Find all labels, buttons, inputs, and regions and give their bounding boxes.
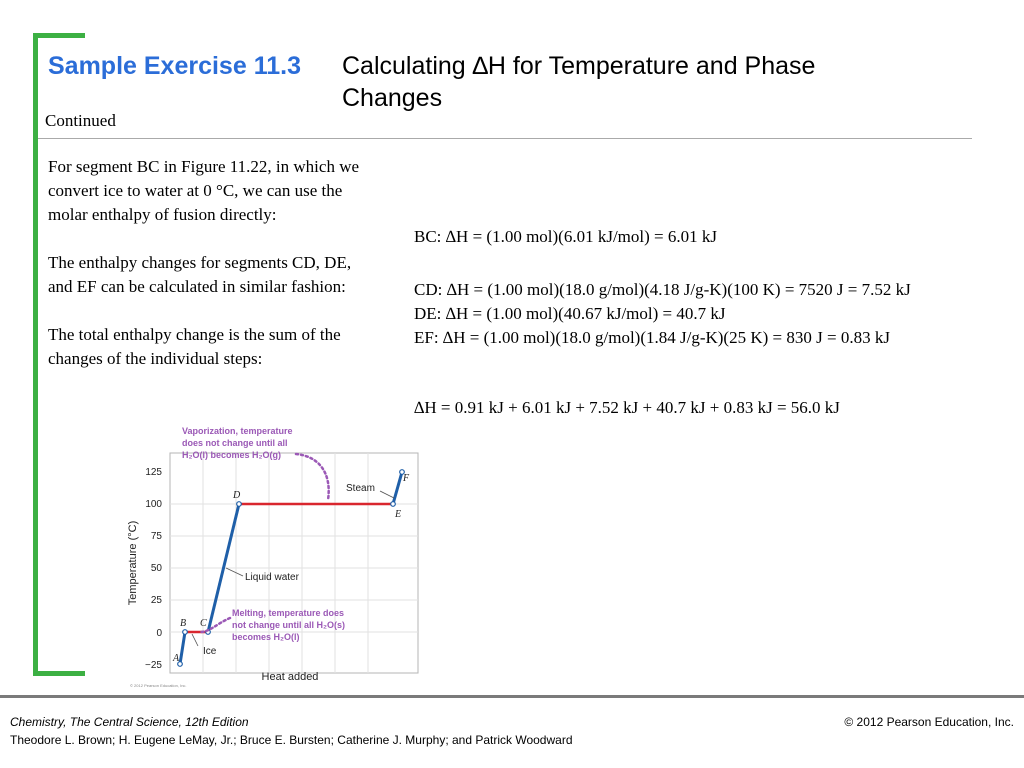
equation-ef: EF: ∆H = (1.00 mol)(18.0 g/mol)(1.84 J/g-K)(25 K) = 830 J = 0.83 kJ: [414, 328, 890, 347]
heating-curve-figure: [120, 418, 430, 688]
ytick-50: 50: [150, 563, 162, 574]
y-axis-label: Temperature (°C): [127, 520, 139, 606]
footer-copyright: © 2012 Pearson Education, Inc.: [844, 715, 1014, 729]
x-axis-label: Heat added: [261, 671, 319, 683]
segment-ab: [180, 632, 185, 664]
ytick-100: 100: [145, 499, 162, 510]
note-vaporization-line-3: H₂O(l) becomes H₂O(g): [182, 450, 282, 460]
label-steam: Steam: [346, 483, 375, 494]
label-a: A: [173, 653, 180, 664]
explanation-text: [48, 155, 378, 395]
footer-book-title: Chemistry, The Central Science, 12th Edition: [10, 715, 249, 729]
paragraph-bc: For segment BC in Figure 11.22, in which we convert ice to water at 0 °C, we can use the molar enthalpy of fusion directly:: [48, 157, 360, 224]
label-b: B: [180, 618, 187, 629]
title-text: [342, 50, 902, 114]
note-melting-line-3: becomes H₂O(l): [232, 632, 300, 642]
slide-title: [48, 50, 816, 112]
ytick-25: 25: [150, 595, 162, 606]
label-liquid-water: Liquid water: [245, 572, 299, 583]
ytick-125: 125: [145, 467, 162, 478]
footer-authors: Theodore L. Brown; H. Eugene LeMay, Jr.; Bruce E. Bursten; Catherine J. Murphy; and Patrick Woodward: [10, 733, 573, 747]
label-ice: Ice: [203, 646, 217, 657]
continued-label: Continued: [45, 111, 116, 130]
ytick-0: 0: [156, 628, 162, 639]
ytick-minus25: −25: [145, 660, 162, 671]
segment-ef: [393, 472, 402, 504]
equation-total: ∆H = 0.91 kJ + 6.01 kJ + 7.52 kJ + 40.7 kJ + 0.83 kJ = 56.0 kJ: [414, 398, 840, 417]
exercise-label: Sample Exercise 11.3: [48, 52, 301, 80]
left-frame-bar: [33, 33, 38, 676]
note-melting-line-2: not change until all H₂O(s): [232, 620, 346, 630]
vaporization-dotted-arrow: [296, 454, 329, 500]
ytick-75: 75: [150, 531, 162, 542]
label-e: E: [395, 509, 402, 520]
note-vaporization-line-2: does not change until all: [182, 438, 288, 448]
paragraph-total: The total enthalpy change is the sum of the changes of the individual steps:: [48, 325, 341, 368]
paragraph-cd-de-ef: The enthalpy changes for segments CD, DE, and EF can be calculated in similar fashion:: [48, 253, 352, 296]
label-d: D: [233, 490, 241, 501]
title-line-1: Calculating ∆H for Temperature and Phase: [342, 52, 816, 80]
equation-bc: BC: ∆H = (1.00 mol)(6.01 kJ/mol) = 6.01 kJ: [414, 227, 717, 246]
point-d: [237, 502, 242, 507]
frame-bottom-tick: [33, 671, 85, 676]
frame-top-tick: [33, 33, 85, 38]
equation-de: DE: ∆H = (1.00 mol)(40.67 kJ/mol) = 40.7 kJ: [414, 304, 726, 323]
label-f: F: [403, 473, 410, 484]
figure-copyright: © 2012 Pearson Education, Inc.: [130, 683, 187, 688]
label-c: C: [200, 618, 207, 629]
note-melting-line-1: Melting, temperature does: [232, 608, 345, 618]
title-line-2: Changes: [342, 84, 443, 112]
point-b: [183, 630, 188, 635]
point-e: [391, 502, 396, 507]
equation-cd: CD: ∆H = (1.00 mol)(18.0 g/mol)(4.18 J/g-K)(100 K) = 7520 J = 7.52 kJ: [414, 280, 911, 299]
header-divider: [38, 138, 972, 139]
note-vaporization-line-1: Vaporization, temperature: [182, 426, 293, 436]
footer-divider: [0, 695, 1024, 698]
